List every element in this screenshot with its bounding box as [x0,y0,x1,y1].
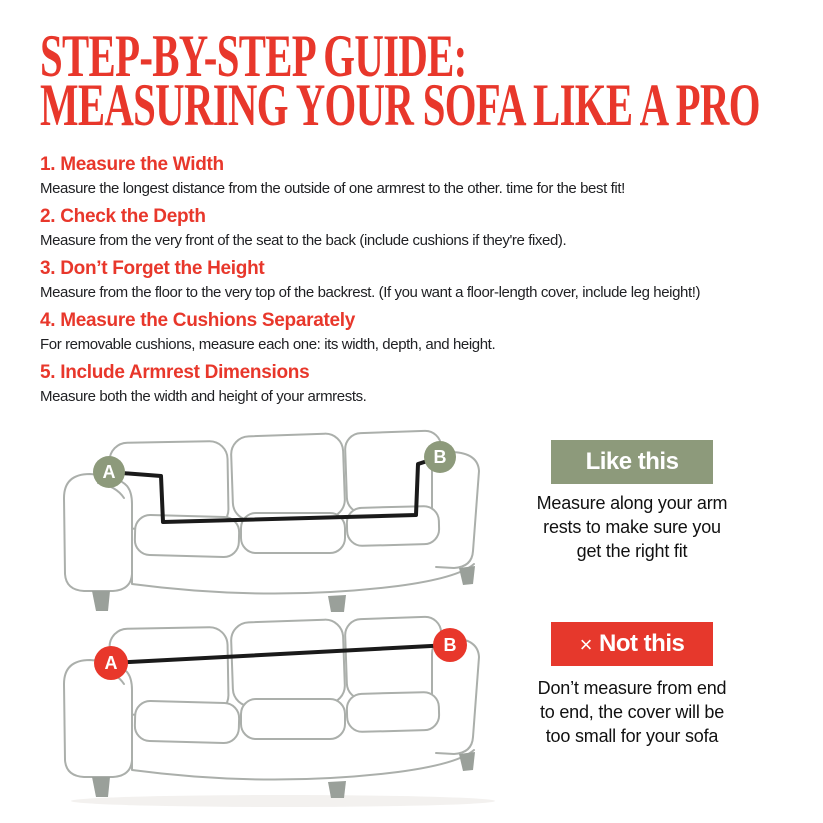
step-4-heading: 4. Measure the Cushions Separately [40,310,356,331]
step-4-body: For removable cushions, measure each one: its width, depth, and height. [40,336,496,353]
sofa-legs [92,566,475,612]
like-this-description [482,491,782,563]
sofa-legs [92,752,475,798]
x-mark-icon: × [579,632,593,657]
step-5 [40,361,820,407]
step-3-body: Measure from the floor to the very top of the backrest. (If you want a floor-length cover, include leg height!) [40,284,701,301]
not-this-line-1: Don’t measure from end [537,678,727,698]
step-1-heading: 1. Measure the Width [40,154,224,175]
svg-text:B: B [433,447,447,467]
correct-measurement-diagram [28,424,528,624]
not-this-line-2: to end, the cover will be [539,702,725,722]
sofa-outline [64,430,479,612]
like-this-label: Like this [585,448,679,475]
step-2 [40,205,820,251]
marker-b-incorrect [433,628,467,662]
like-this-line-2: rests to make sure you [543,517,721,537]
step-4 [40,309,820,355]
marker-a-incorrect [94,646,128,680]
marker-b-correct [424,441,456,473]
incorrect-measurement-diagram [28,610,528,810]
sofa-outline [64,616,479,798]
like-this-line-1: Measure along your arm [536,493,728,513]
svg-text:B: B [443,635,457,655]
sofa-shadow [71,795,495,807]
not-this-label: Not this [599,630,685,657]
steps-list [40,153,820,413]
like-this-badge [551,440,713,484]
step-5-heading: 5. Include Armrest Dimensions [40,362,310,383]
svg-text:A: A [104,653,118,673]
title-line-1: STEP-BY-STEP GUIDE: [40,23,467,89]
svg-text:A: A [102,462,116,482]
like-this-line-3: get the right fit [576,541,688,561]
not-this-description [482,676,782,748]
step-2-body: Measure from the very front of the seat to the back (include cushions if they're fixed). [40,232,567,249]
step-1 [40,153,820,199]
not-this-badge [551,622,713,666]
not-this-line-3: too small for your sofa [545,726,719,746]
marker-a-correct [93,456,125,488]
step-5-body: Measure both the width and height of your armrests. [40,388,367,405]
step-2-heading: 2. Check the Depth [40,206,206,227]
step-3-heading: 3. Don’t Forget the Height [40,258,265,279]
step-1-body: Measure the longest distance from the outside of one armrest to the other. time for the best fit! [40,180,625,197]
page-title [40,23,823,138]
step-3 [40,257,820,303]
title-line-2: MEASURING YOUR SOFA LIKE A PRO [40,72,760,138]
